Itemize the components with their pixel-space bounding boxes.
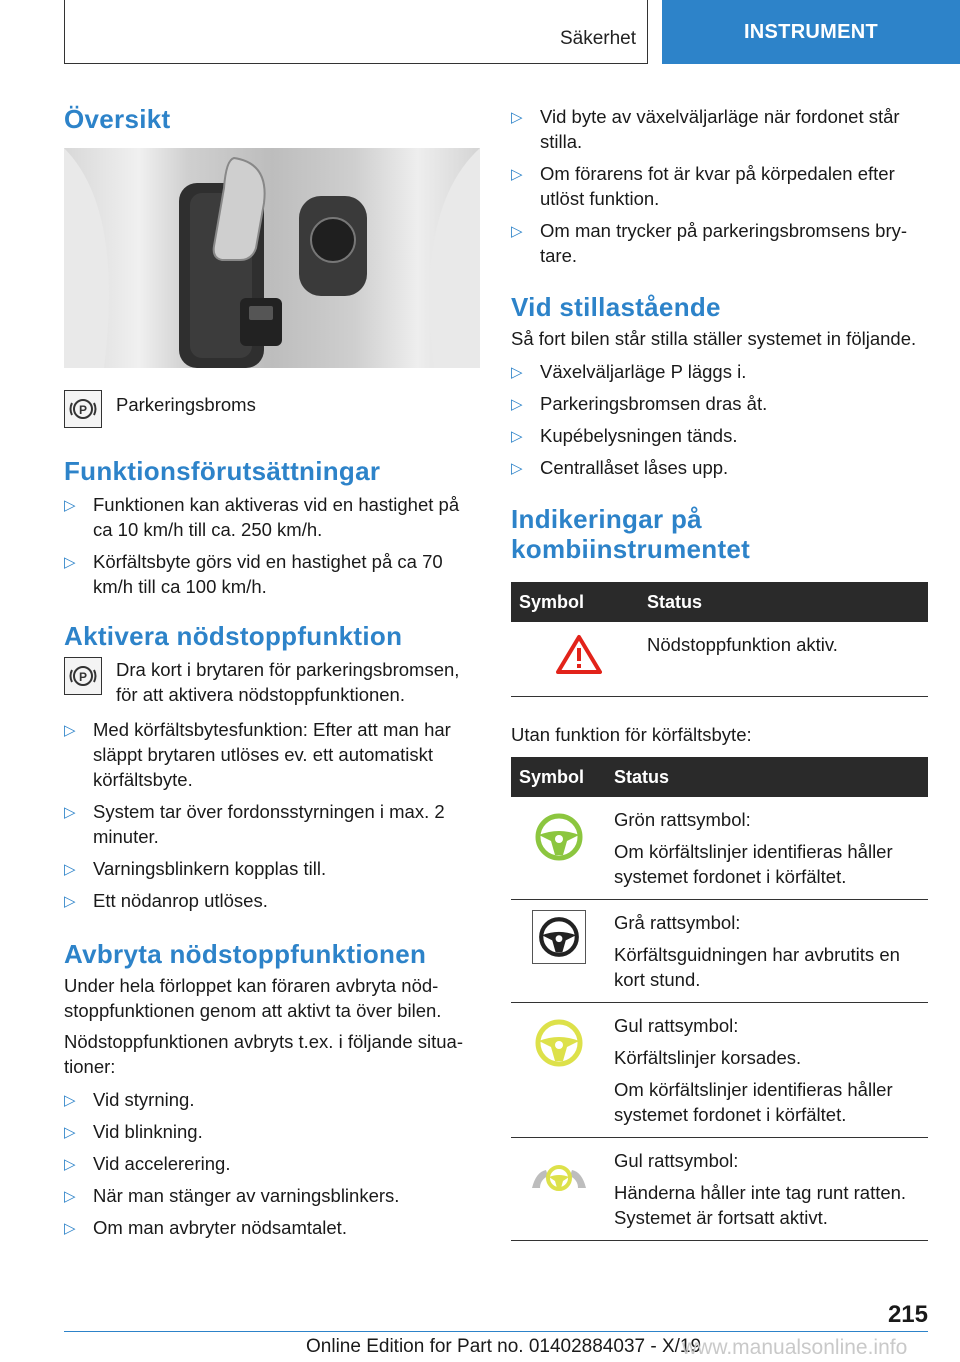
bullet-triangle-icon: ▷ [64, 1188, 76, 1205]
svg-text:P: P [78, 403, 88, 417]
parking-brake-label: Parkeringsbroms [116, 394, 256, 415]
parking-brake-icon [64, 390, 102, 428]
bullet-triangle-icon: ▷ [511, 460, 523, 477]
table-row [511, 1138, 928, 1241]
list-item: ▷ Vid byte av växelväljarläge när fordonet står stilla. [511, 106, 900, 152]
bullet-triangle-icon: ▷ [64, 804, 76, 821]
bullet-triangle-icon: ▷ [64, 861, 76, 878]
cancel-list [64, 1087, 480, 1240]
column-header-symbol: Symbol [511, 757, 607, 797]
footer-divider [64, 1331, 928, 1332]
list-item: ▷ Med körfältsbytesfunktion: Efter att man har släppt brytaren utlöses ev. ett automatiskt körfältsbyte. [64, 719, 451, 790]
activate-instruction [64, 657, 480, 707]
table-row [511, 797, 928, 900]
list-item: ▷ Om man avbryter nödsamtalet. [64, 1215, 480, 1240]
status-text: Om körfältslinjer identifieras håller systemet fordonet i körfältet. [614, 1079, 893, 1125]
list-item: ▷ Varningsblinkern kopplas till. [64, 856, 480, 881]
standstill-heading: Vid stillastående [511, 292, 721, 322]
list-item: ▷ Vid accelerering. [64, 1151, 480, 1176]
list-item: ▷ Växelväljarläge P läggs i. [511, 359, 928, 384]
console-illustration [64, 148, 480, 368]
left-column [64, 92, 480, 1240]
activate-list [64, 717, 480, 913]
bullet-triangle-icon: ▷ [64, 554, 76, 571]
cancel-paragraph-1: Under hela förloppet kan föraren avbryta nöd‐stoppfunktionen genom att aktivt ta över bilen. [64, 975, 442, 1021]
prerequisites-list [64, 492, 480, 599]
indicators-heading: Indikeringar på kombiinstrumentet [511, 504, 751, 564]
bullet-triangle-icon: ▷ [64, 1124, 76, 1141]
section-title: Säkerhet [559, 28, 636, 49]
edition-text: Online Edition for Part no. 01402884037 - X/19 [306, 1336, 702, 1357]
column-header-symbol: Symbol [511, 582, 647, 622]
list-item: ▷ Om man trycker på parkeringsbromsens bry‐tare. [511, 220, 908, 266]
indicator-table-1 [511, 582, 928, 697]
list-item: ▷ Ett nödanrop utlöses. [64, 888, 480, 913]
table-row [511, 1003, 928, 1138]
bullet-triangle-icon: ▷ [511, 223, 523, 240]
svg-text:P: P [78, 670, 88, 684]
bullet-triangle-icon: ▷ [511, 364, 523, 381]
list-item: ▷ När man stänger av varningsblinkers. [64, 1183, 480, 1208]
warning-triangle-icon [556, 634, 602, 674]
list-item: ▷ Om förarens fot är kvar på körpedalen efter utlöst funktion. [511, 163, 895, 209]
bullet-triangle-icon: ▷ [64, 1156, 76, 1173]
activate-heading: Aktivera nödstoppfunktion [64, 621, 403, 651]
cancel-list-continued [511, 104, 928, 268]
bullet-triangle-icon: ▷ [511, 428, 523, 445]
bullet-triangle-icon: ▷ [64, 893, 76, 910]
indicator-table-2 [511, 757, 928, 1241]
steering-wheel-hands-yellow-icon [530, 1160, 588, 1192]
steering-wheel-green-icon [533, 811, 585, 863]
list-item: ▷ Centrallåset låses upp. [511, 455, 928, 480]
standstill-text: Så fort bilen står stilla ställer systemet in följande. [511, 328, 917, 349]
column-header-status: Status [607, 757, 928, 797]
parking-brake-legend [64, 390, 480, 428]
list-item: ▷ Parkeringsbromsen dras åt. [511, 391, 928, 416]
status-text: Körfältsguidningen har avbrutits en kort stund. [614, 944, 900, 990]
right-column [511, 92, 928, 1241]
parking-brake-icon [64, 657, 102, 695]
status-title: Grön rattsymbol: [614, 809, 751, 830]
cancel-paragraph-2: Nödstoppfunktionen avbryts t.ex. i följande situa‐tioner: [64, 1031, 464, 1077]
table-header [511, 582, 928, 622]
bullet-triangle-icon: ▷ [64, 722, 76, 739]
list-item: ▷ Vid styrning. [64, 1087, 480, 1112]
activate-text: Dra kort i brytaren för parkeringsbromsen, för att aktivera nödstoppfunktionen. [116, 659, 460, 705]
bullet-triangle-icon: ▷ [64, 1092, 76, 1109]
list-item: ▷ Vid blinkning. [64, 1119, 480, 1144]
steering-wheel-yellow-icon [533, 1017, 585, 1069]
bullet-triangle-icon: ▷ [64, 497, 76, 514]
cancel-heading: Avbryta nödstoppfunktionen [64, 939, 427, 969]
status-title: Grå rattsymbol: [614, 912, 741, 933]
table-row [511, 900, 928, 1003]
bullet-triangle-icon: ▷ [511, 109, 523, 126]
bullet-triangle-icon: ▷ [511, 396, 523, 413]
table-header [511, 757, 928, 797]
status-text: Nödstoppfunktion aktiv. [647, 622, 928, 697]
status-text: Körfältslinjer korsades. [614, 1047, 802, 1068]
steering-wheel-grey-icon [532, 910, 586, 964]
gear-selector-photo [64, 148, 480, 368]
page-number: 215 [887, 1301, 928, 1328]
overview-heading: Översikt [64, 104, 171, 134]
status-text: Om körfältslinjer identifieras håller systemet fordonet i körfältet. [614, 841, 893, 887]
chapter-tab[interactable]: INSTRUMENT [662, 0, 960, 64]
status-title: Gul rattsymbol: [614, 1015, 739, 1036]
list-item: ▷ Körfältsbyte görs vid en hastighet på ca 70 km/h till ca 100 km/h. [64, 551, 443, 597]
list-item: ▷ Kupébelysningen tänds. [511, 423, 928, 448]
table-row [511, 622, 928, 697]
prerequisites-heading: Funktionsförutsättningar [64, 456, 381, 486]
list-item: ▷ Funktionen kan aktiveras vid en hastighet på ca 10 km/h till ca. 250 km/h. [64, 494, 460, 540]
column-header-status: Status [647, 582, 928, 622]
standstill-list [511, 359, 928, 480]
no-lane-change-text: Utan funktion för körfältsbyte: [511, 724, 752, 745]
status-title: Gul rattsymbol: [614, 1150, 739, 1171]
bullet-triangle-icon: ▷ [64, 1220, 76, 1237]
status-text: Händerna håller inte tag runt ratten. Systemet är fortsatt aktivt. [614, 1182, 907, 1228]
watermark: www.manualsonline.info [682, 1336, 908, 1359]
bullet-triangle-icon: ▷ [511, 166, 523, 183]
list-item: ▷ System tar över fordonsstyrningen i max. 2 minuter. [64, 801, 445, 847]
